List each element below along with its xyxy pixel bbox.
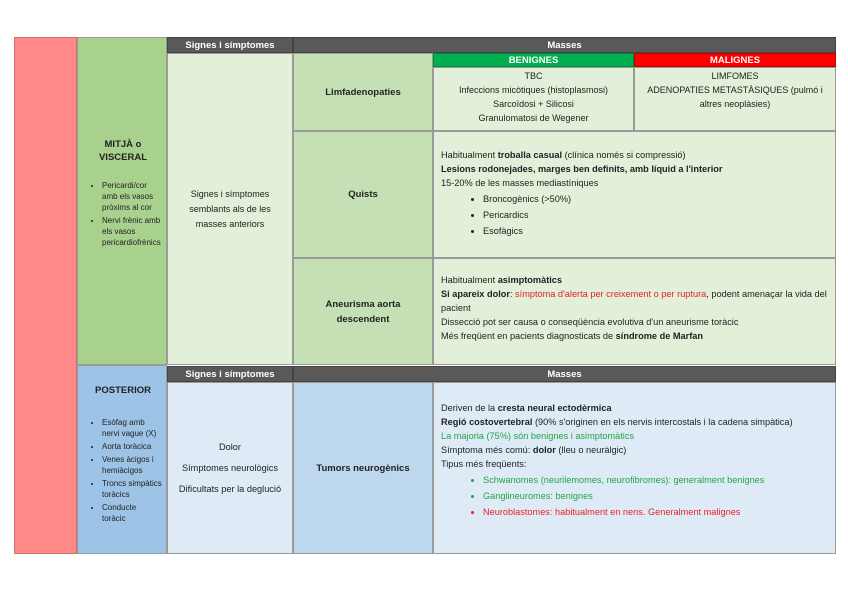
side-title-visceral: MITJÀ o VISCERAL [98, 139, 148, 163]
benign-item: Sarcoïdosi + Silicosi [493, 99, 574, 109]
row-label-limfadenopaties [293, 53, 433, 131]
tumors-content [433, 382, 836, 554]
side-item: • Aorta toràcica [102, 441, 162, 452]
benign-item: TBC [524, 71, 543, 81]
tumors-line-5: Tipus més freqüents: [441, 459, 527, 469]
aneurisma-content [433, 258, 836, 365]
quists-content [433, 131, 836, 258]
row-label-aneurisma [293, 258, 433, 365]
signe-item: Símptomes neurològics [181, 462, 278, 473]
row-label-quists [293, 131, 433, 258]
quists-item: • Esofàgics [483, 224, 829, 238]
signe-item: Dolor [219, 441, 241, 452]
side-panel-visceral [77, 37, 167, 365]
signes-cell-bottom [167, 382, 293, 554]
quists-item: • Broncogènics (>50%) [483, 192, 829, 206]
aneur-line-3: Dissecció pot ser causa o conseqüència evolutiva d'un aneurisme toràcic [441, 317, 739, 327]
malignes-header: MALIGNES [634, 53, 836, 67]
row-label-text: Limfadenopaties [325, 86, 401, 98]
malign-list [634, 67, 836, 131]
side-item: • Nervi frènic amb els vasos pericardiofrènics [102, 215, 162, 248]
benign-list [433, 67, 634, 131]
tumors-item: • Neuroblastomes: habitualment en nens. Generalment malignes [483, 505, 829, 519]
signes-cell-top [167, 53, 293, 365]
masses-header-bottom: Masses [293, 366, 836, 382]
row-label-text: Quists [348, 189, 378, 200]
side-item: • Troncs simpàtics toràcics [102, 478, 162, 500]
side-list-posterior [84, 417, 162, 524]
tumors-line-4: Símptoma més comú: dolor (lleu o neuràlgic) [441, 445, 627, 455]
signes-header-top: Signes i símptomes [167, 37, 293, 53]
tumors-item: • Ganglineuromes: benignes [483, 489, 829, 503]
row-label-text: Tumors neurogènics [316, 462, 410, 474]
row-label-text: Aneurisma aorta descendent [325, 298, 401, 325]
signes-text-top: Signes i símptomes semblants als de les masses anteriors [189, 188, 271, 229]
side-list-visceral [84, 180, 162, 248]
quists-item: • Pericardics [483, 208, 829, 222]
malign-item: ADENOPATIES METASTÀSIQUES (pulmó i altres neoplàsies) [647, 85, 823, 109]
benign-item: Infeccions micòtiques (histoplasmosi) [458, 85, 609, 95]
red-strip [14, 37, 77, 554]
side-item: • Pericardi/cor amb els vasos pròxims al cor [102, 180, 162, 213]
signe-item: Dificultats per la deglució [178, 483, 282, 494]
quists-line-2: Lesions rodonejades, marges ben definits, amb líquid a l'interior [441, 164, 723, 174]
benign-item: Granulomatosi de Wegener [478, 113, 589, 123]
tumors-line-3: La majoria (75%) són benignes i asimptomàtics [441, 431, 635, 441]
quists-line-3: 15-20% de les masses mediastíniques [441, 178, 599, 188]
aneur-line-1: Habitualment asimptomàtics [441, 275, 563, 285]
side-panel-posterior [77, 365, 167, 554]
row-label-tumors [293, 382, 433, 554]
benignes-header: BENIGNES [433, 53, 634, 67]
side-item: • Venes àcigos i hemiàcigos [102, 454, 162, 476]
signes-header-bottom: Signes i símptomes [167, 366, 293, 382]
quists-list [441, 192, 829, 238]
side-title-posterior: POSTERIOR [95, 385, 151, 396]
side-item: • Esòfag amb nervi vague (X) [102, 417, 162, 439]
aneur-line-2: Si apareix dolor: símptoma d'alerta per creixement o per ruptura, podent amenaçar la vida del pacient [441, 289, 827, 313]
aneur-line-4: Més freqüent en pacients diagnosticats de síndrome de Marfan [441, 331, 703, 341]
quists-line-1: Habitualment troballa casual (clínica només si compressió) [441, 150, 686, 160]
tumors-item: • Schwanomes (neurilemomes, neurofibromes): generalment benignes [483, 473, 829, 487]
tumors-line-1: Deriven de la cresta neural ectodèrmica [441, 403, 612, 413]
tumors-line-2: Regió costovertebral (90% s'originen en els nervis intercostals i la cadena simpàtica) [441, 417, 793, 427]
masses-header-top: Masses [293, 37, 836, 53]
tumors-list [441, 473, 829, 519]
malign-item: LIMFOMES [711, 71, 759, 81]
side-item: • Conducte toràcic [102, 502, 162, 524]
